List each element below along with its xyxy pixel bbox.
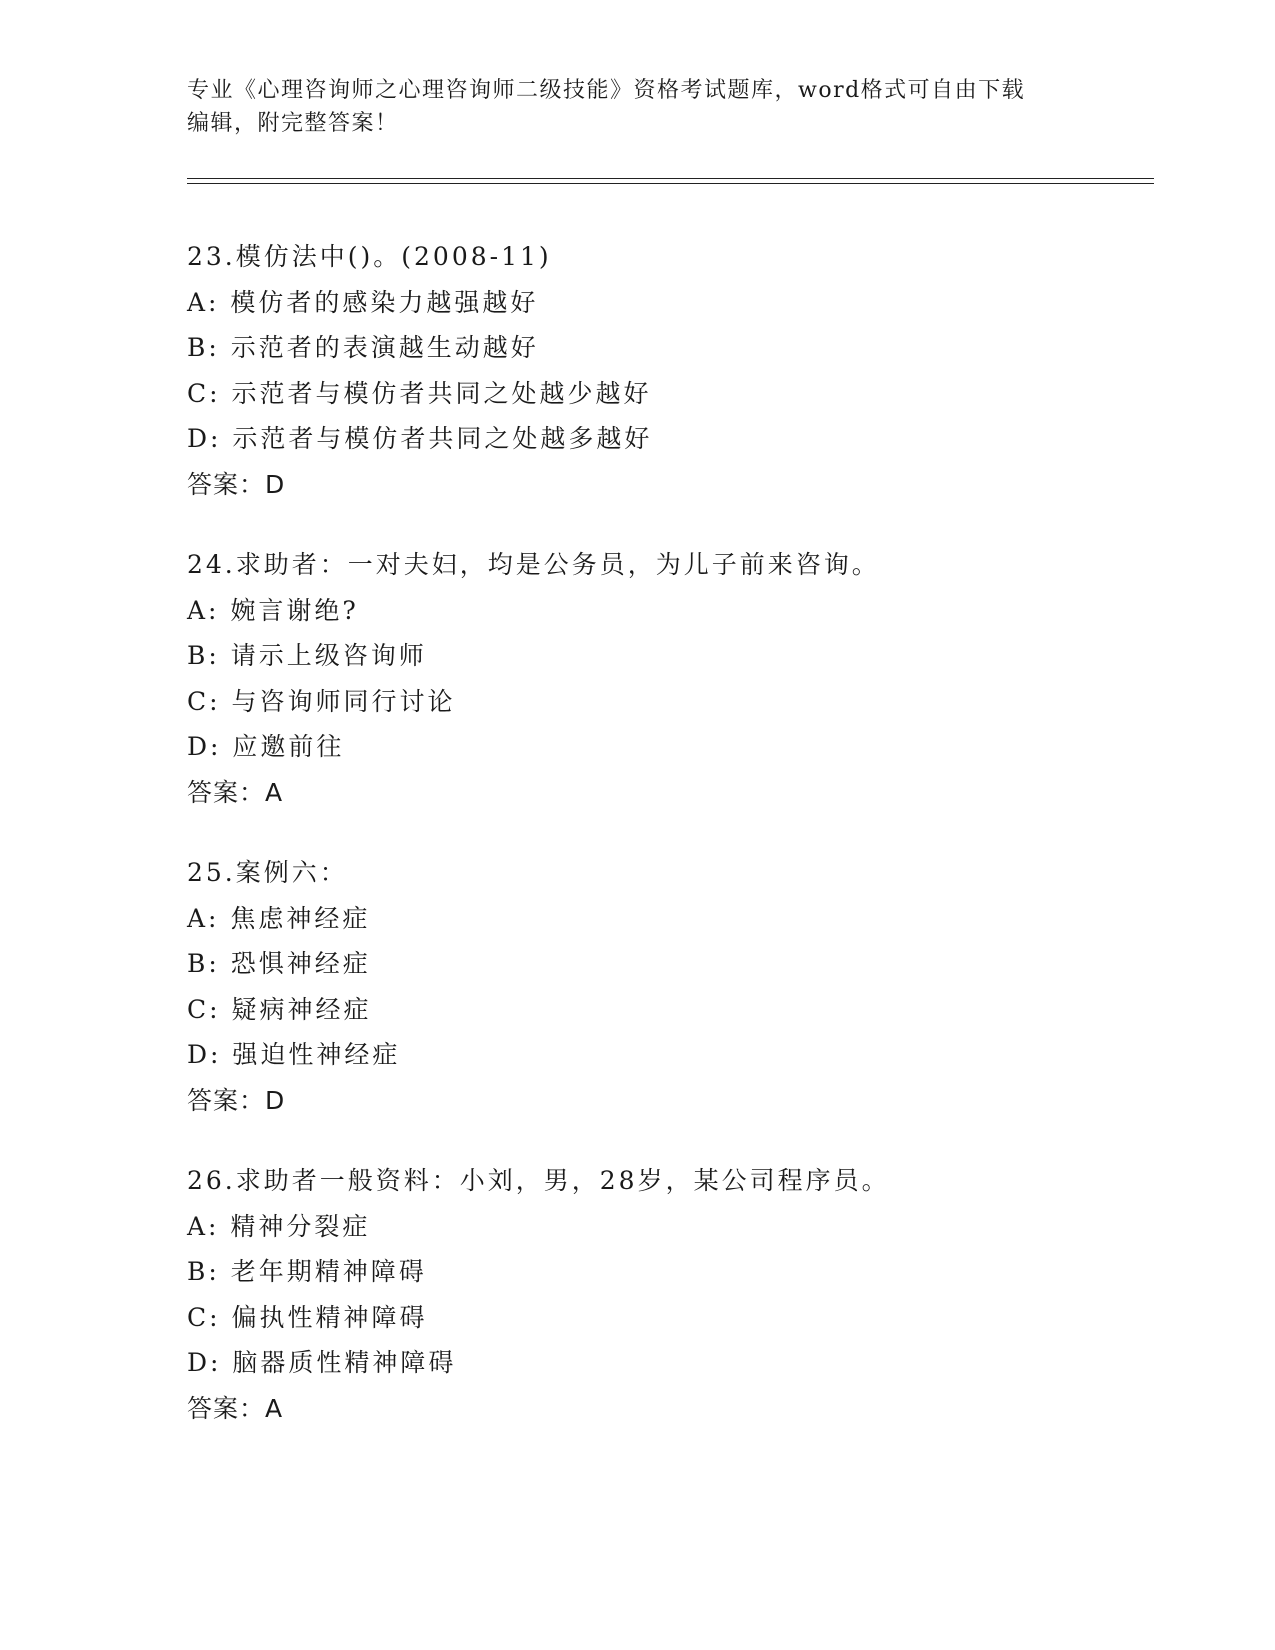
question-24 <box>187 542 1147 815</box>
option-a: A: 婉言谢绝? <box>187 595 359 625</box>
option-c: C: 示范者与模仿者共同之处越少越好 <box>187 378 652 408</box>
option-c: C: 疑病神经症 <box>187 994 372 1024</box>
option-a: A: 焦虑神经症 <box>187 903 371 933</box>
option-d: D: 脑器质性精神障碍 <box>187 1348 457 1377</box>
option-b: B: 示范者的表演越生动越好 <box>187 333 539 362</box>
question-stem: 23.模仿法中()。(2008-11) <box>187 242 552 271</box>
header-line-2: 编辑，附完整答案！ <box>187 111 399 136</box>
option-b: B: 恐惧神经症 <box>187 949 371 978</box>
header-divider-bottom <box>187 183 1154 184</box>
header-line-1: 专业《心理咨询师之心理咨询师二级技能》资格考试题库，word格式可自由下载 <box>187 78 1026 103</box>
option-c: C: 偏执性精神障碍 <box>187 1302 428 1332</box>
option-d: D: 强迫性神经症 <box>187 1040 401 1069</box>
question-25 <box>187 850 1147 1123</box>
option-d: D: 应邀前往 <box>187 732 345 761</box>
question-stem: 26.求助者一般资料：小刘，男，28岁，某公司程序员。 <box>187 1166 890 1195</box>
header-divider-top <box>187 178 1154 179</box>
option-b: B: 请示上级咨询师 <box>187 641 427 670</box>
question-23 <box>187 234 1147 507</box>
option-a: A: 精神分裂症 <box>187 1211 371 1241</box>
answer-line: 答案：A <box>187 1393 284 1423</box>
option-c: C: 与咨询师同行讨论 <box>187 686 456 716</box>
question-stem: 24.求助者：一对夫妇，均是公务员，为儿子前来咨询。 <box>187 550 880 579</box>
answer-line: 答案：D <box>187 1085 286 1115</box>
answer-line: 答案：D <box>187 469 286 499</box>
question-26 <box>187 1158 1147 1431</box>
question-list <box>187 234 1147 1466</box>
document-header <box>187 74 1087 140</box>
option-a: A: 模仿者的感染力越强越好 <box>187 287 539 317</box>
answer-line: 答案：A <box>187 777 284 807</box>
option-b: B: 老年期精神障碍 <box>187 1257 427 1286</box>
option-d: D: 示范者与模仿者共同之处越多越好 <box>187 424 653 453</box>
question-stem: 25.案例六： <box>187 858 348 887</box>
